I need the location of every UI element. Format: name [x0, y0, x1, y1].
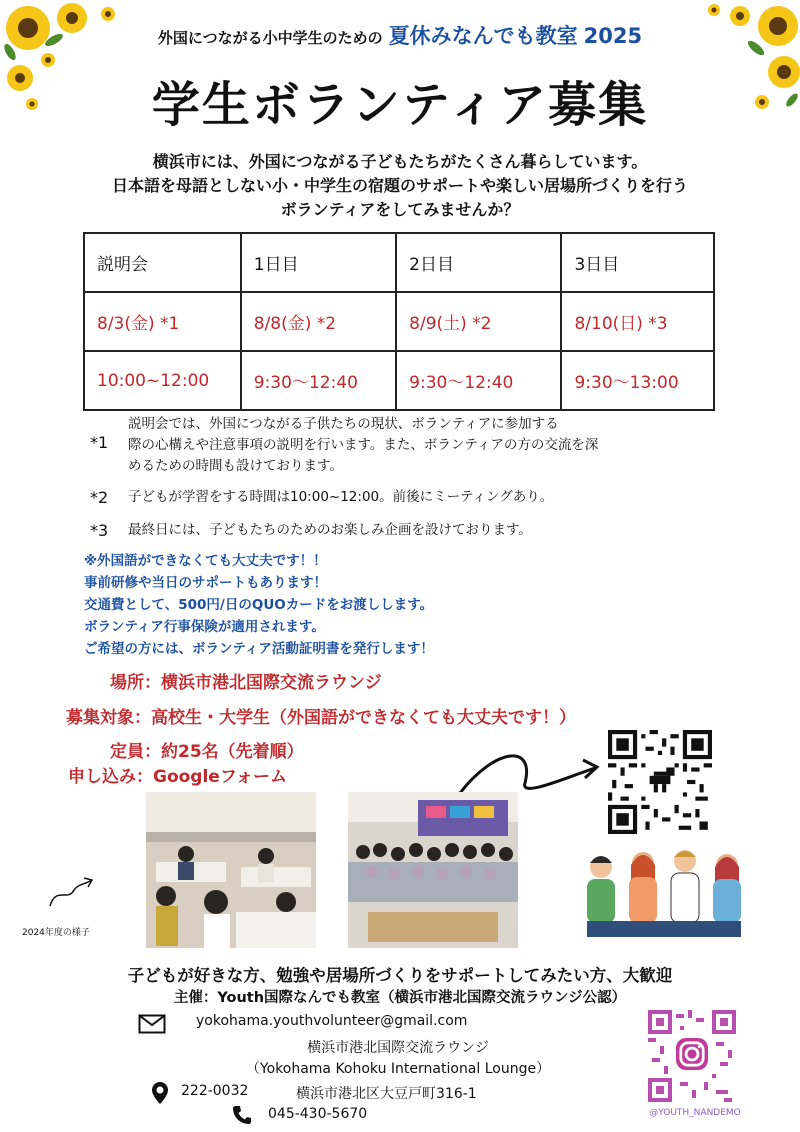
footnote-line: 子どもが学習をする時間は10:00~12:00。前後にミーティングあり。 — [128, 489, 554, 505]
table-cell-date: 8/10(日) *3 — [561, 292, 714, 351]
list-item: 交通費として、500円/日のQUOカードをお渡しします。 — [84, 597, 434, 613]
qr-code[interactable] — [608, 730, 712, 834]
phone-number[interactable]: 045-430-5670 — [268, 1106, 368, 1122]
venue-name-en: （Yokohama Kohoku International Lounge） — [245, 1061, 551, 1077]
instagram-handle[interactable]: @YOUTH_NANDEMO — [649, 1108, 741, 1118]
table-cell-date: 8/9(土) *2 — [396, 292, 561, 351]
footnote-mark: *3 — [90, 521, 109, 540]
table-cell-time: 9:30〜12:40 — [241, 351, 396, 410]
schedule-table — [83, 232, 715, 411]
footnote-line: 最終日には、子どもたちのためのお楽しみ企画を設けております。 — [128, 522, 532, 538]
list-item: ボランティア行事保険が適用されます。 — [84, 619, 325, 635]
email-address[interactable]: yokohama.youthvolunteer@gmail.com — [196, 1013, 468, 1029]
target-info: 募集対象：高校生・大学生（外国語ができなくても大丈夫です！） — [66, 708, 576, 728]
mail-icon — [138, 1014, 166, 1034]
event-subtitle — [0, 20, 800, 50]
list-item: ご希望の方には、ボランティア活動証明書を発行します！ — [84, 641, 434, 657]
activity-photo-classroom — [146, 792, 316, 948]
venue-name-ja: 横浜市港北国際交流ラウンジ — [307, 1040, 489, 1056]
event-name: 夏休みなんでも教室 — [388, 24, 578, 48]
table-cell-time: 9:30〜12:40 — [396, 351, 561, 410]
organizer-info: 主催：Youth国際なんでも教室（横浜市港北国際交流ラウンジ公認） — [173, 990, 627, 1006]
page-title: 学生ボランティア募集 — [151, 77, 649, 133]
footnote-mark: *2 — [90, 488, 109, 507]
squiggle-arrow-icon — [46, 876, 96, 910]
street-address: 横浜市港北区大豆戸町316-1 — [296, 1086, 477, 1102]
table-header-cell: 2日目 — [396, 233, 561, 292]
table-cell-date: 8/8(金) *2 — [241, 292, 396, 351]
footnote-2 — [90, 487, 553, 508]
list-item: ※外国語ができなくても大丈夫です！！ — [84, 553, 327, 569]
phone-icon — [232, 1105, 252, 1125]
intro-line: 横浜市には、外国につながる子どもたちがたくさん暮らしています。 — [152, 152, 648, 171]
footnote-1 — [90, 414, 598, 477]
intro-line: 日本語を母語としない小・中学生の宿題のサポートや楽しい居場所づくりを行う — [111, 176, 688, 195]
photo-caption: 2024年度の様子 — [22, 928, 90, 938]
table-row — [84, 351, 714, 410]
intro-line: ボランティアをしてみませんか？ — [280, 200, 520, 219]
instagram-qr-code[interactable] — [648, 1010, 736, 1102]
place-info: 場所：横浜市港北国際交流ラウンジ — [110, 673, 382, 693]
table-cell-date: 8/3(金) *1 — [84, 292, 241, 351]
location-pin-icon — [151, 1081, 169, 1105]
benefits-list — [84, 550, 434, 660]
table-row — [84, 292, 714, 351]
table-header-cell: 説明会 — [84, 233, 241, 292]
capacity-info: 定員：約25名（先着順） — [110, 742, 304, 762]
subtitle-target: 外国につながる小中学生のための — [157, 29, 383, 47]
table-header-cell: 3日目 — [561, 233, 714, 292]
footnote-line: めるための時間も設けております。 — [128, 458, 343, 474]
list-item: 事前研修や当日のサポートもあります！ — [84, 575, 327, 591]
activity-photo-group — [348, 792, 518, 948]
table-cell-time: 10:00~12:00 — [84, 351, 241, 410]
event-year: 2025 — [583, 24, 643, 48]
people-illustration — [573, 843, 757, 939]
postal-code: 222-0032 — [181, 1083, 249, 1099]
footnote-line: 説明会では、外国につながる子供たちの現状、ボランティアに参加する — [128, 416, 559, 432]
intro-text — [0, 150, 800, 222]
footnote-3 — [90, 520, 532, 541]
footnote-mark: *1 — [90, 433, 109, 452]
table-cell-time: 9:30〜13:00 — [561, 351, 714, 410]
table-row — [84, 233, 714, 292]
table-header-cell: 1日目 — [241, 233, 396, 292]
application-info: 申し込み：Googleフォーム — [68, 767, 287, 787]
footnote-line: 際の心構えや注意事項の説明を行います。また、ボランティアの方の交流を深 — [128, 437, 599, 453]
welcome-message: 子どもが好きな方、勉強や居場所づくりをサポートしてみたい方、大歓迎 — [127, 966, 673, 985]
